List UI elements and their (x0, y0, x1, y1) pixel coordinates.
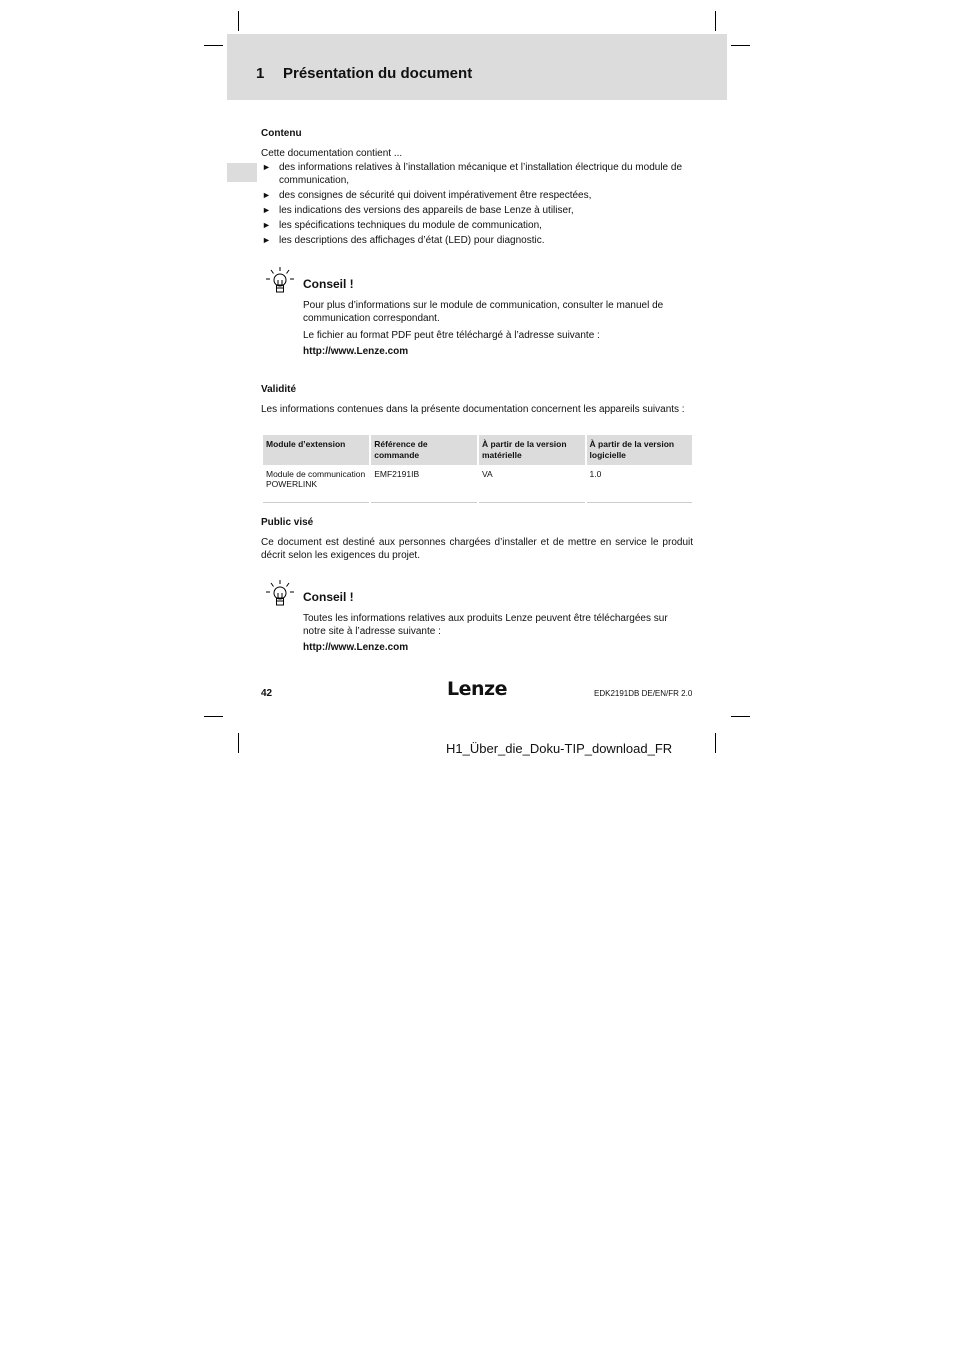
section-heading-public: Public visé (261, 517, 314, 528)
table-header-cell: À partir de la version matérielle (479, 435, 585, 465)
tip-title: Conseil ! (303, 277, 354, 291)
page-number: 42 (261, 688, 273, 699)
public-text: Ce document est destiné aux personnes chargées d’installer et de mettre en service le produit décrit selon les exigences du projet. (261, 537, 693, 561)
crop-mark (204, 45, 223, 46)
validite-text: Les informations contenues dans la présente documentation concernent les appareils suivants : (261, 404, 685, 415)
list-item: ► les spécifications techniques du module de communication, (262, 220, 542, 231)
table-header-row (263, 435, 692, 465)
lightbulb-tip-icon (265, 579, 295, 611)
crop-mark (731, 45, 750, 46)
tip-text: Pour plus d’informations sur le module de communication, consulter le manuel de communication correspondant. (303, 300, 664, 324)
side-tab-marker (227, 163, 257, 182)
chapter-title: Présentation du document (283, 65, 473, 82)
lenze-url-link[interactable]: http://www.Lenze.com (303, 346, 409, 357)
bullet-arrow-icon: ► (262, 190, 271, 200)
bullet-arrow-icon: ► (262, 235, 271, 245)
table-cell: EMF2191IB (371, 465, 477, 503)
table-row (263, 465, 692, 503)
crop-mark (715, 11, 716, 31)
list-item: ► les descriptions des affichages d’état (LED) pour diagnostic. (262, 235, 545, 246)
chapter-number: 1 (256, 65, 265, 82)
section-heading-contenu: Contenu (261, 128, 302, 139)
bullet-arrow-icon: ► (262, 205, 271, 215)
table-header-cell: À partir de la version logicielle (587, 435, 692, 465)
contenu-bullet-list (261, 161, 701, 249)
lenze-logo: Lenze (447, 678, 507, 700)
table-header-cell: Module d’extension (263, 435, 369, 465)
section-heading-validite: Validité (261, 384, 297, 395)
crop-mark (238, 11, 239, 31)
file-identifier: H1_Über_die_Doku-TIP_download_FR (446, 741, 673, 756)
bullet-arrow-icon: ► (262, 162, 271, 172)
crop-mark (204, 716, 223, 717)
table-cell: Module de communication POWERLINK (263, 465, 369, 503)
list-item: ► les indications des versions des appareils de base Lenze à utiliser, (262, 205, 574, 216)
list-item: ► des informations relatives à l’installation mécanique et l’installation électrique du module de communication, (262, 162, 683, 186)
tip-title: Conseil ! (303, 590, 354, 604)
crop-mark (238, 733, 239, 753)
validity-table (261, 435, 694, 503)
tip-text: Toutes les informations relatives aux produits Lenze peuvent être téléchargées sur notre site à l’adresse suivante : (303, 613, 668, 637)
list-item: ► des consignes de sécurité qui doivent impérativement être respectées, (262, 190, 592, 201)
table-cell: VA (479, 465, 585, 503)
lightbulb-tip-icon (265, 266, 295, 298)
lenze-url-link[interactable]: http://www.Lenze.com (303, 642, 409, 653)
crop-mark (731, 716, 750, 717)
tip-text: Le fichier au format PDF peut être téléchargé à l’adresse suivante : (303, 330, 600, 341)
table-header-cell: Référence de commande (371, 435, 477, 465)
contenu-intro: Cette documentation contient ... (261, 148, 403, 159)
document-reference: EDK2191DB DE/EN/FR 2.0 (594, 689, 693, 698)
bullet-arrow-icon: ► (262, 220, 271, 230)
crop-mark (715, 733, 716, 753)
table-cell: 1.0 (587, 465, 692, 503)
